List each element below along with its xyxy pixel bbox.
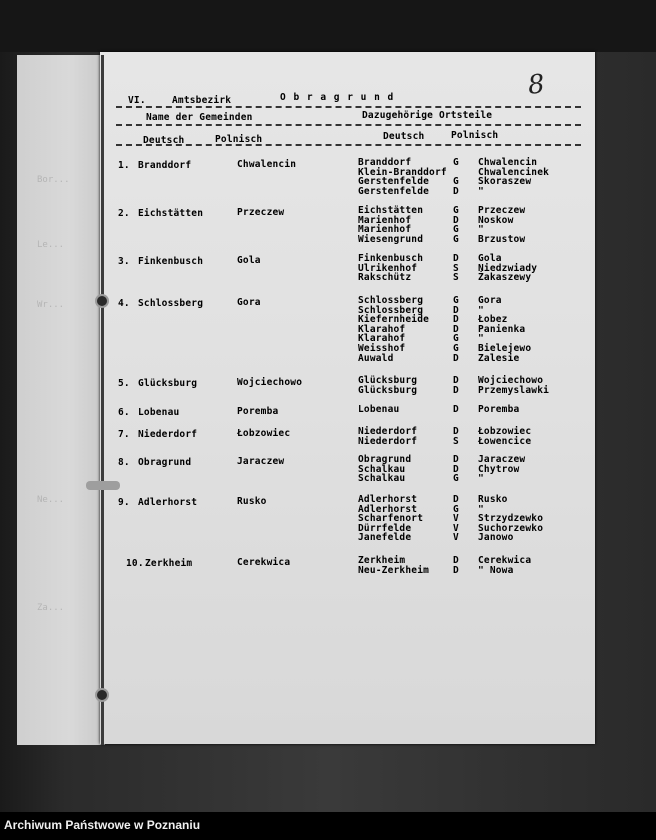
part-polish: " [478, 333, 484, 345]
part-polish: Strzydzewko [478, 513, 544, 525]
part-status: D [453, 384, 459, 396]
part-polish: Łobez [478, 314, 508, 326]
part-german: Adlerhorst [358, 494, 418, 505]
binder-clip [86, 481, 120, 490]
part-status: G [453, 176, 459, 188]
part-status: D [453, 214, 459, 226]
part-polish: Przeczew [478, 205, 526, 216]
municipality-german: Adlerhorst [138, 497, 198, 508]
municipality-german: Finkenbusch [138, 256, 204, 267]
part-german: Glücksburg [358, 384, 418, 396]
municipality-german: Schlossberg [138, 298, 204, 309]
part-status: S [453, 435, 459, 447]
row-number: 1. [118, 160, 130, 171]
col-municipalities-heading: Name der Gemeinden [146, 112, 253, 123]
part-polish: Chwalencin [478, 157, 538, 168]
part-status: V [453, 532, 459, 544]
part-german: Wiesengrund [358, 233, 424, 245]
part-status: D [453, 253, 459, 264]
part-status: D [453, 404, 459, 415]
district-name: O b r a g r u n d [280, 92, 395, 103]
part-status: D [453, 454, 459, 465]
part-polish: Suchorzewko [478, 522, 544, 534]
part-status: D [453, 555, 459, 566]
part-status: G [453, 233, 459, 245]
part-polish: Niedzwiady [478, 262, 538, 274]
part-polish: Zalesie [478, 352, 520, 364]
part-german: Schlossberg [358, 304, 424, 316]
municipality-german: Lobenau [138, 407, 180, 418]
part-polish: Skoraszew [478, 176, 532, 188]
row-number: 10. [126, 558, 144, 569]
part-german: Klarahof [358, 333, 406, 345]
row-number: 8. [118, 457, 130, 468]
part-polish: Wojciechowo [478, 375, 544, 386]
part-status: D [453, 463, 459, 475]
municipality-polish: Przeczew [237, 207, 285, 218]
part-polish: Chytrow [478, 463, 520, 475]
footer-bar [0, 812, 656, 840]
part-german: Branddorf [358, 157, 412, 168]
document-page [100, 52, 595, 744]
part-german: Marienhof [358, 214, 412, 226]
row-number: 7. [118, 429, 130, 440]
archive-credit: Archiwum Państwowe w Poznaniu [4, 818, 201, 832]
part-status: G [453, 205, 459, 216]
municipality-polish: Wojciechowo [237, 377, 303, 388]
header-rule [116, 124, 581, 126]
part-status: G [453, 503, 459, 515]
col-parts-heading: Dazugehörige Ortsteile [362, 110, 493, 121]
part-german: Schalkau [358, 463, 406, 475]
part-status: G [453, 157, 459, 168]
part-german: Auwald [358, 352, 394, 364]
part-german: Gerstenfelde [358, 176, 430, 188]
section-roman-numeral: VI. [128, 95, 146, 106]
part-polish: Rusko [478, 494, 508, 505]
sub-deutsch-heading: Deutsch [143, 135, 185, 146]
part-polish: " [478, 185, 484, 197]
sub-polnisch-heading: Polnisch [215, 134, 263, 145]
handwritten-page-number: 8 [526, 69, 547, 101]
part-german: Marienhof [358, 224, 412, 236]
part-polish: " Nowa [478, 564, 514, 576]
part-status: G [453, 224, 459, 236]
part-polish: Gora [478, 295, 502, 306]
part-polish: Gola [478, 253, 502, 264]
part-polish: Cerekwica [478, 555, 532, 566]
part-polish: Żakaszewy [478, 272, 532, 284]
municipality-german: Obragrund [138, 457, 192, 468]
part-polish: Chwalencinek [478, 166, 550, 178]
header-rule [116, 144, 581, 146]
part-status: G [453, 333, 459, 345]
part-german: Ulrikenhof [358, 262, 418, 274]
part-status: G [453, 343, 459, 354]
municipality-german: Niederdorf [138, 429, 198, 440]
municipality-polish: Łobzowiec [237, 428, 291, 439]
part-status: D [453, 314, 459, 326]
part-status: D [453, 304, 459, 316]
part-status: S [453, 272, 459, 284]
part-polish: Poremba [478, 404, 520, 415]
part-status: G [453, 473, 459, 485]
left-page-edge: Bor... Le... Wr... Ne... Za... [17, 55, 105, 745]
municipality-polish: Cerekwica [237, 557, 291, 568]
part-status: V [453, 522, 459, 534]
part-polish: Łowencice [478, 435, 532, 447]
row-number: 9. [118, 497, 130, 508]
part-status: V [453, 513, 459, 525]
sub-polnisch-heading: Polnisch [451, 130, 499, 141]
part-german: Scharfenort [358, 513, 424, 525]
part-german: Schalkau [358, 473, 406, 485]
part-german: Eichstätten [358, 205, 424, 216]
part-german: Obragrund [358, 454, 412, 465]
part-polish: Bielejewo [478, 343, 532, 354]
part-status: D [453, 494, 459, 505]
municipality-german: Branddorf [138, 160, 192, 171]
part-polish: Noskow [478, 214, 514, 226]
municipality-polish: Poremba [237, 406, 279, 417]
part-german: Zerkheim [358, 555, 406, 566]
part-german: Neu-Zerkheim [358, 564, 430, 576]
punch-hole [95, 688, 109, 702]
sub-deutsch-heading: Deutsch [383, 131, 425, 142]
municipality-german: Zerkheim [145, 558, 193, 569]
part-german: Schlossberg [358, 295, 424, 306]
part-polish: " [478, 224, 484, 236]
part-german: Finkenbusch [358, 253, 424, 264]
row-number: 6. [118, 407, 130, 418]
part-german: Kiefernheide [358, 314, 430, 326]
part-polish: Łobzowiec [478, 426, 532, 437]
municipality-german: Glücksburg [138, 378, 198, 389]
part-german: Lobenau [358, 404, 400, 415]
part-status: D [453, 352, 459, 364]
municipality-polish: Jaraczew [237, 456, 285, 467]
part-german: Rakschütz [358, 272, 412, 284]
punch-hole [95, 294, 109, 308]
part-german: Niederdorf [358, 435, 418, 447]
header-rule [116, 106, 581, 108]
part-status: D [453, 375, 459, 386]
part-german: Janefelde [358, 532, 412, 544]
part-status: D [453, 185, 459, 197]
part-german: Klarahof [358, 323, 406, 335]
municipality-polish: Rusko [237, 496, 267, 507]
part-status: S [453, 262, 459, 274]
part-polish: " [478, 304, 484, 316]
part-german: Glücksburg [358, 375, 418, 386]
municipality-polish: Gola [237, 255, 261, 266]
part-status: D [453, 564, 459, 576]
part-polish: Brzustow [478, 233, 526, 245]
part-status: D [453, 323, 459, 335]
binding-spine [101, 55, 104, 745]
row-number: 2. [118, 208, 130, 219]
row-number: 4. [118, 298, 130, 309]
part-german: Klein-Branddorf [358, 166, 447, 178]
part-polish: Przemyslawki [478, 384, 550, 396]
part-polish: Jaraczew [478, 454, 526, 465]
part-german: Weisshof [358, 343, 406, 354]
part-german: Niederdorf [358, 426, 418, 437]
part-german: Gerstenfelde [358, 185, 430, 197]
part-german: Dürrfelde [358, 522, 412, 534]
part-polish: " [478, 473, 484, 485]
part-polish: Panienka [478, 323, 526, 335]
part-german: Adlerhorst [358, 503, 418, 515]
municipality-polish: Gora [237, 297, 261, 308]
part-status: G [453, 295, 459, 306]
row-number: 5. [118, 378, 130, 389]
part-status: D [453, 426, 459, 437]
scan-top-band [0, 0, 656, 52]
municipality-polish: Chwalencin [237, 159, 297, 170]
part-polish: Janowo [478, 532, 514, 544]
municipality-german: Eichstätten [138, 208, 204, 219]
part-polish: " [478, 503, 484, 515]
district-label: Amtsbezirk [172, 95, 232, 106]
row-number: 3. [118, 256, 130, 267]
